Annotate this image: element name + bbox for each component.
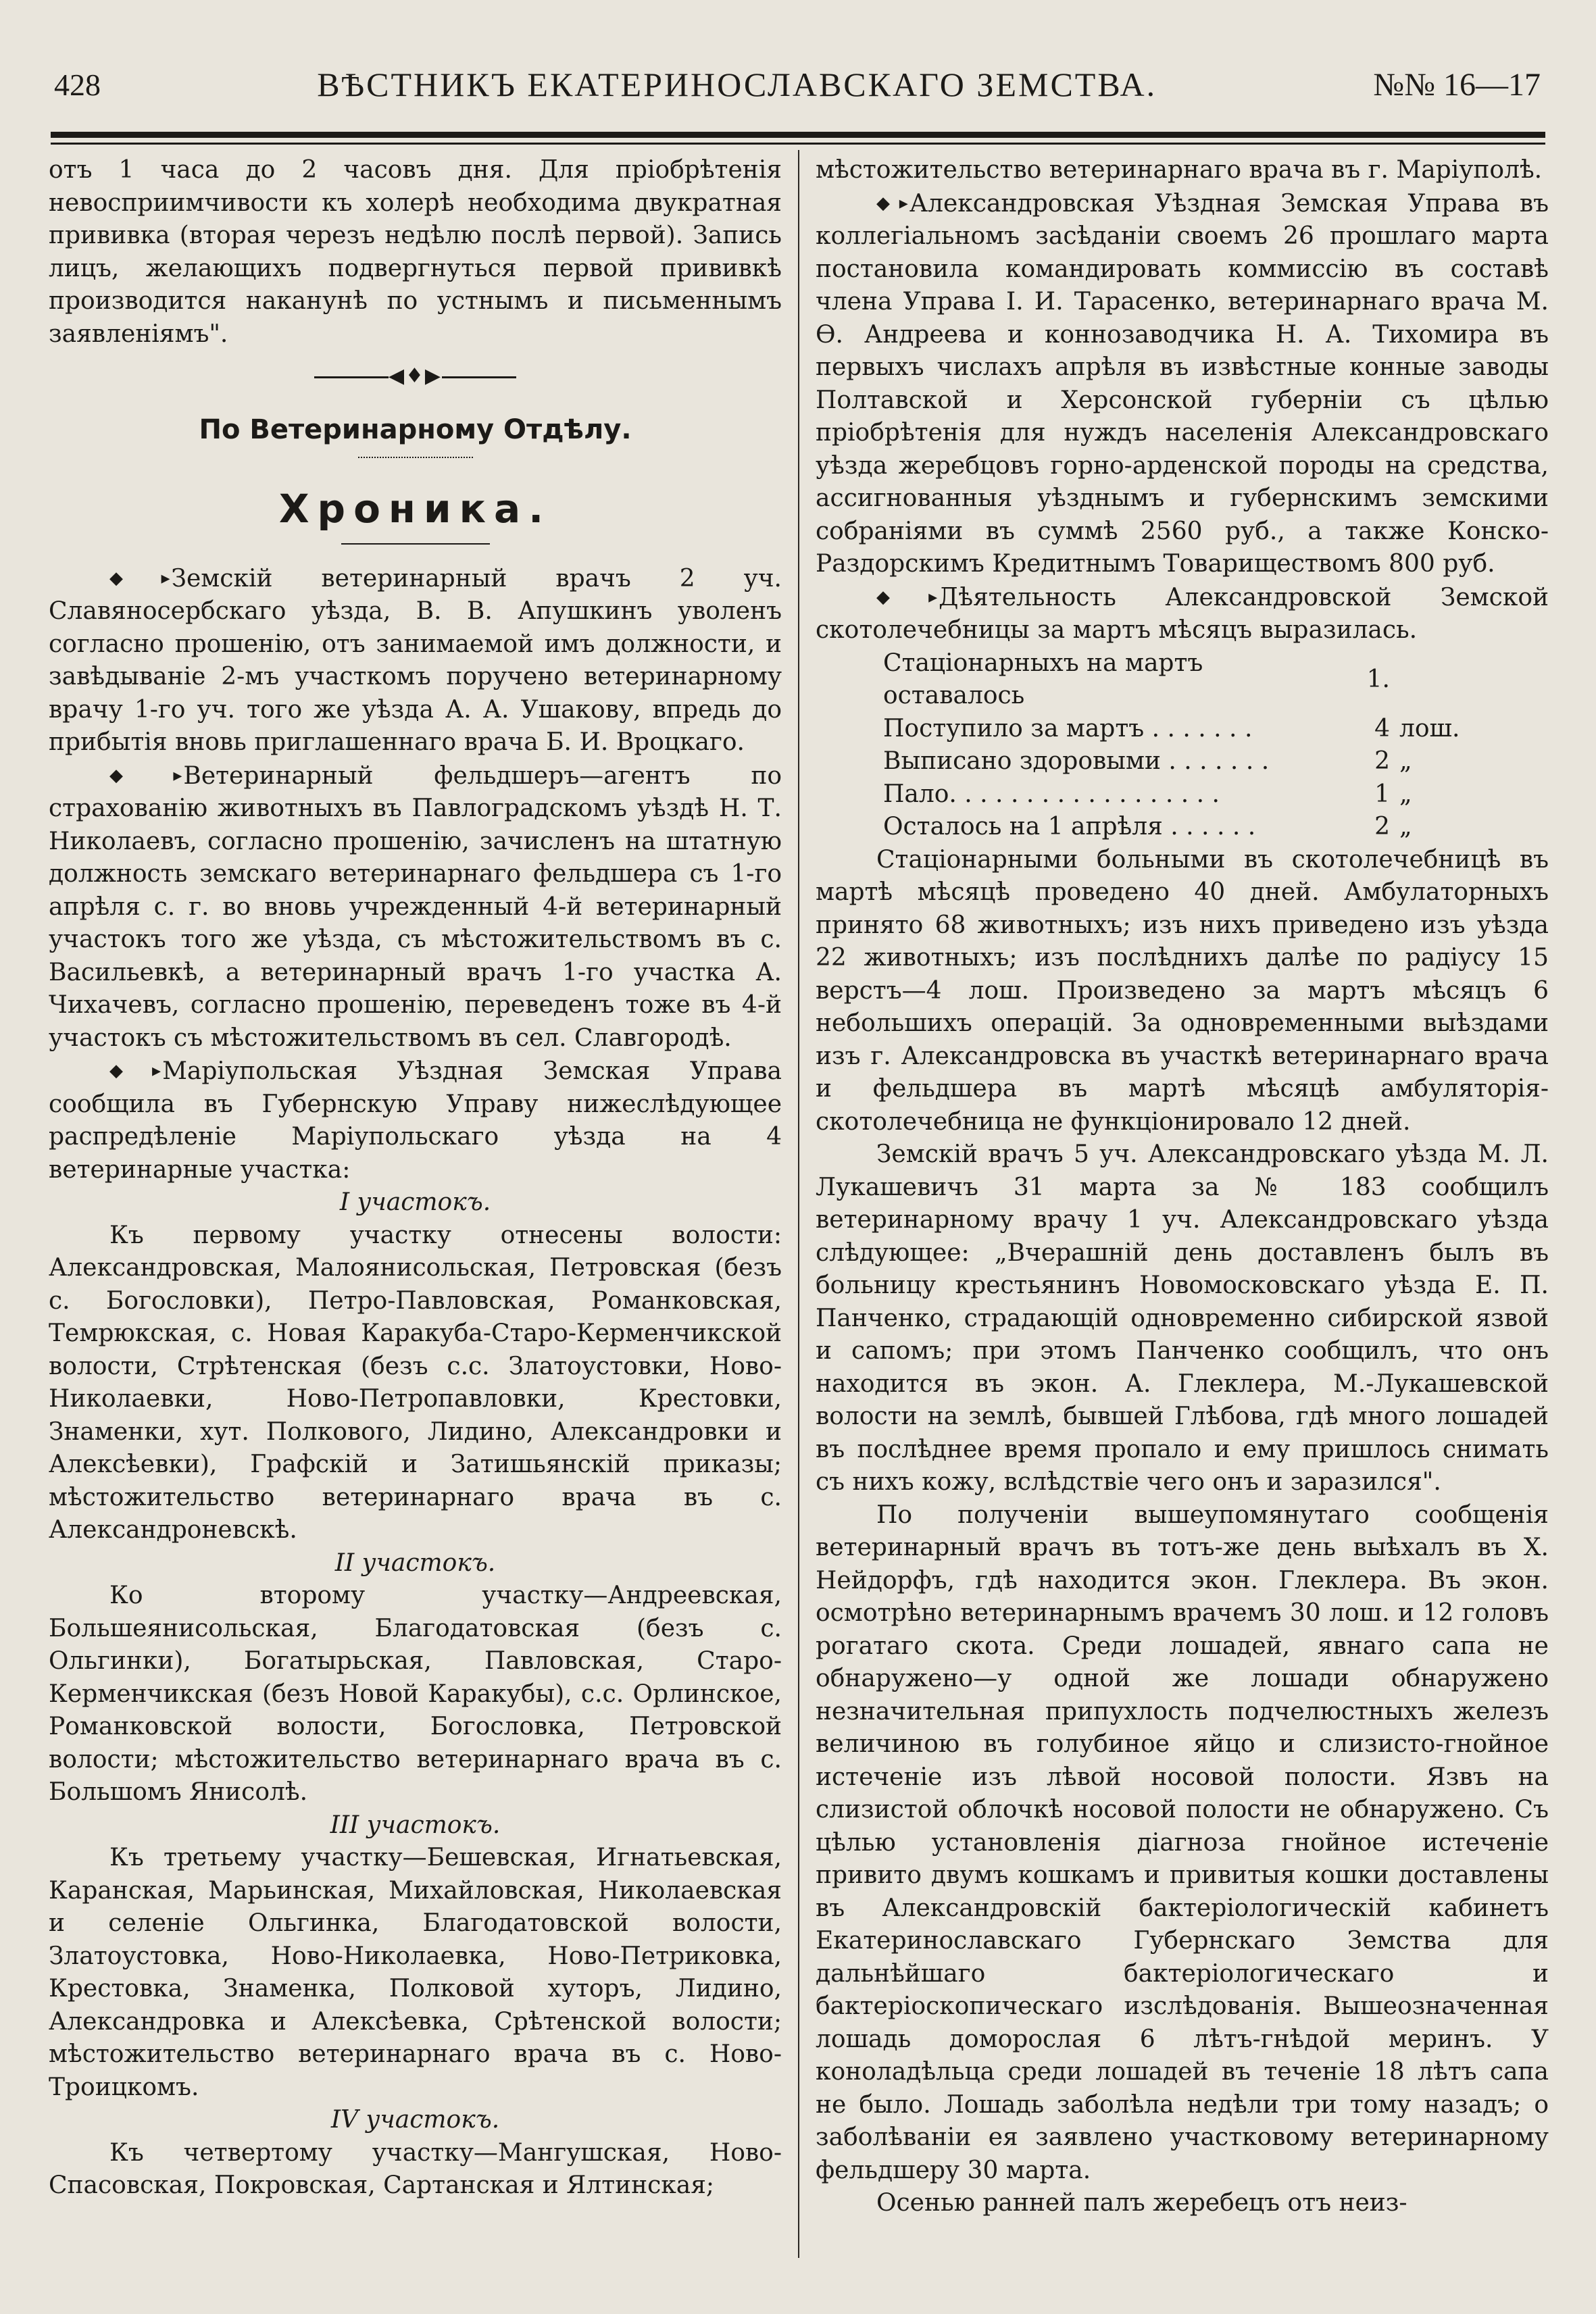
issue-number: №№ 16—17 [1373, 66, 1541, 103]
stats-value: 2 [1374, 747, 1390, 775]
stats-row [883, 647, 1460, 713]
district-text: Къ третьему участку—Бешевская, Игнатьевская, Каранская, Марьинская, Михайловская, Николаевская и селеніе Ольгинка, Благодатовской волости, Златоустовка, Ново-Николаевка, Ново-Петриковка, Крестовка, Знаменка, Полковой хуторъ, Лидино, Александровка и Алексѣевка, Срѣтенской волости; мѣстожительство ветеринарнаго врача въ с. Ново-Троицкомъ. [49, 1844, 782, 2101]
chronicle-title: Хроника. [278, 485, 552, 532]
journal-title: ВѢСТНИКЪ ЕКАТЕРИНОСЛАВСКАГО ЗЕМСТВА. [317, 66, 1157, 103]
left-column [49, 154, 782, 2289]
section-rule [358, 457, 473, 459]
stats-value: 1 [1374, 780, 1390, 808]
intro-paragraph: отъ 1 часа до 2 часовъ дня. Для пріобрѣтенія невосприимчивости къ холерѣ необходима двукратная прививка (вторая черезъ недѣлю послѣ первой). Запись лицъ, желающихъ подвергнуться первой прививкѣ производится наканунѣ по устнымъ и письменнымъ заявленіямъ". [49, 156, 782, 348]
news-item: ◆▸ Земскій ветеринарный врачъ 2 уч. Славяносербскаго уѣзда, В. В. Апушкинъ уволенъ согласно прошенію, отъ занимаемой имъ должности, и завѣдываніе 2-мъ участкомъ поручено ветеринарному врачу 1-го уч. того же уѣзда А. А. Ушакову, впредь до прибытія вновь приглашеннаго врача Б. И. Вроцкаго. [49, 562, 782, 759]
right-column [816, 154, 1549, 2289]
doctor-report: Земскій врачъ 5 уч. Александровскаго уѣзда М. Л. Лукашевичъ 31 марта за № 183 сообщилъ ветеринарному врачу 1 уч. Александровскаго уѣзда слѣдующее: „Вчерашній день доставленъ былъ въ больницу крестьянинъ Новомосковскаго уѣзда Е. П. Панченко, страдающій одновременно сибирской язвой и сапомъ; при этомъ Панченко сообщилъ, что онъ находится въ экон. А. Глеклера, М.-Лукашевской волости на землѣ, бывшей Глѣбова, гдѣ много лошадей въ послѣднее время пропало и ему пришлось снимать съ нихъ кожу, вслѣдствіе чего онъ и заразился". [816, 1140, 1549, 1496]
ornament-divider: ◀♦▶ [49, 360, 782, 393]
district-heading: IV участокъ. [330, 2106, 500, 2134]
chronicle-rule [341, 543, 490, 545]
news-item: ◆▸ Дѣятельность Александровской Земской скотолечебницы за мартъ мѣсяцъ выразилась. [816, 581, 1549, 647]
stats-row [883, 778, 1460, 811]
district-heading: III участокъ. [330, 1811, 501, 1839]
page-header [54, 47, 1541, 122]
section-title: По Ветеринарному Отдѣлу. [199, 413, 632, 445]
stats-paragraph: Стаціонарными больными въ скотолечебницѣ въ мартѣ мѣсяцѣ проведено 40 дней. Амбулаторныхъ принято 68 животныхъ; изъ нихъ приведено изъ уѣзда 22 животныхъ; изъ послѣднихъ далѣе по радіусу 15 верстъ—4 лош. Произведено за мартъ мѣсяцъ 6 небольшихъ операцій. За одновременными выѣздами изъ г. Александровска въ участкѣ ветеринарнаго врача и фельдшера въ мартѣ мѣсяцѣ амбуляторія-скотолечебница не функціонировало 12 дней. [816, 845, 1549, 1136]
stats-value: 4 [1374, 714, 1390, 743]
news-item: ◆▸ Александровская Уѣздная Земская Управа въ коллегіальномъ засѣданіи своемъ 26 прошлаго марта постановила командировать коммиссію въ составѣ члена Управа І. И. Тарасенко, ветеринарнаго врача М. Ѳ. Андреева и коннозаводчика Н. А. Тихомира въ первыхъ числахъ апрѣля въ извѣстные конные заводы Полтавской и Херсонской губерніи съ цѣлью пріобрѣтенія для нуждъ населенія Александровскаго уѣзда жеребцовъ горно-арденской породы на средства, ассигнованныя уѣзднымъ и губернскимъ земскими собраніями въ суммѣ 2560 руб., а также Конско-Раздорскимъ Кредитнымъ Товариществомъ 800 руб. [816, 187, 1549, 581]
stats-unit: „ [1399, 813, 1412, 840]
final-paragraph: Осенью ранней палъ жеребецъ отъ неиз- [876, 2189, 1407, 2217]
stats-unit: „ [1399, 780, 1412, 808]
stats-label: Осталось на 1 апрѣля . . . . . . [883, 813, 1256, 840]
stats-row [883, 745, 1460, 778]
district-text: Къ четвертому участку—Мангушская, Ново-Спасовская, Покровская, Сартанская и Ялтинская; [49, 2138, 782, 2199]
district-text: Къ первому участку отнесены волости: Александровская, Малоянисольская, Петровская (безъ с. Богословки), Петро-Павловская, Романковская, Темрюкская, с. Новая Каракуба-Старо-Керменчикской волости, Стрѣтенская (безъ с.с. Златоустовки, Ново-Николаевки, Ново-Петропавловки, Крестовки, Знаменки, хут. Полкового, Лидино, Александровки и Алексѣевки), Графскій и Затишьянскій приказы; мѣстожительство ветеринарнаго врача въ с. Александроневскѣ. [49, 1221, 782, 1544]
stats-value: 1. [1366, 665, 1390, 693]
header-rule-thick [51, 132, 1545, 138]
news-item: ◆▸ Маріупольская Уѣздная Земская Управа сообщила въ Губернскую Управу нижеслѣдующее распредѣленіе Маріупольскаго уѣзда на 4 ветеринарные участка: [49, 1055, 782, 1186]
page-number: 428 [54, 67, 101, 102]
continuation-paragraph: мѣстожительство ветеринарнаго врача въ г. Маріуполѣ. [816, 156, 1543, 184]
district-heading: I участокъ. [339, 1188, 491, 1216]
stats-unit: лош. [1399, 714, 1460, 743]
stats-row [883, 811, 1460, 844]
district-text: Ко второму участку—Андреевская, Большеянисольская, Благодатовская (безъ с. Ольгинки), Богатырьская, Павловская, Старо-Керменчикская (безъ Новой Каракубы), с.с. Орлинское, Романковской волости, Богословка, Петровской волости; мѣстожительство ветеринарнаго врача въ с. Большомъ Янисолѣ. [49, 1582, 782, 1806]
district-heading: II участокъ. [334, 1549, 496, 1577]
stats-label: Выписано здоровыми . . . . . . . [883, 747, 1270, 775]
stats-table [883, 647, 1460, 844]
stats-unit: „ [1399, 747, 1412, 775]
column-divider [798, 150, 799, 2258]
stats-label: Пало. . . . . . . . . . . . . . . . . . [883, 780, 1220, 808]
stats-label: Стаціонарныхъ на мартъ оставалось [883, 649, 1203, 709]
header-rule-thin [51, 143, 1545, 145]
stats-row [883, 713, 1460, 746]
news-item: ◆▸ Ветеринарный фельдшеръ—агентъ по страхованію животныхъ въ Павлоградскомъ уѣздѣ Н. Т. Николаевъ, согласно прошенію, зачисленъ на штатную должность земскаго ветеринарнаго фельдшера съ 1-го апрѣля с. г. во вновь учрежденный 4-й ветеринарный участокъ того же уѣзда, съ мѣстожительствомъ въ с. Васильевкѣ, а ветеринарный врачъ 1-го участка А. Чихачевъ, согласно прошенію, переведенъ тоже въ 4-й участокъ съ мѣстожительствомъ въ сел. Славгородѣ. [49, 759, 782, 1055]
stats-value: 2 [1374, 813, 1390, 840]
inspection-report: По полученіи вышеупомянутаго сообщенія ветеринарный врачъ въ тотъ-же день выѣхалъ въ Х. Нейдорфъ, гдѣ находится экон. Глеклера. Въ экон. осмотрѣно ветеринарнымъ врачемъ 30 лош. и 12 головъ рогатаго скота. Среди лошадей, явнаго сапа не обнаружено—у одной же лошади обнаружено незначительная припухлость подчелюстныхъ железъ величиною въ голубиное яйцо и слизисто-гнойное истеченіе изъ лѣвой носовой полости. Язвъ на слизистой облочкѣ носовой полости не обнаружено. Съ цѣлью установленія діагноза гнойное истеченіе привито двумъ кошкамъ и привитыя кошки доставлены въ Александровскій бактеріологическій кабинетъ Екатеринославскаго Губернскаго Земства для дальнѣйшаго бактеріологическаго и бактеріоскопическаго изслѣдованія. Вышеозначенная лошадь доморослая 6 лѣтъ-гнѣдой меринъ. У коноладѣльца среди лошадей въ теченіе 18 лѣтъ сапа не было. Лошадь заболѣла недѣли три тому назадъ; о заболѣваніи ея заявлено участковому ветеринарному фельдшеру 30 марта. [816, 1501, 1549, 2184]
stats-label: Поступило за мартъ . . . . . . . [883, 714, 1253, 743]
stats-unit [1390, 647, 1460, 713]
